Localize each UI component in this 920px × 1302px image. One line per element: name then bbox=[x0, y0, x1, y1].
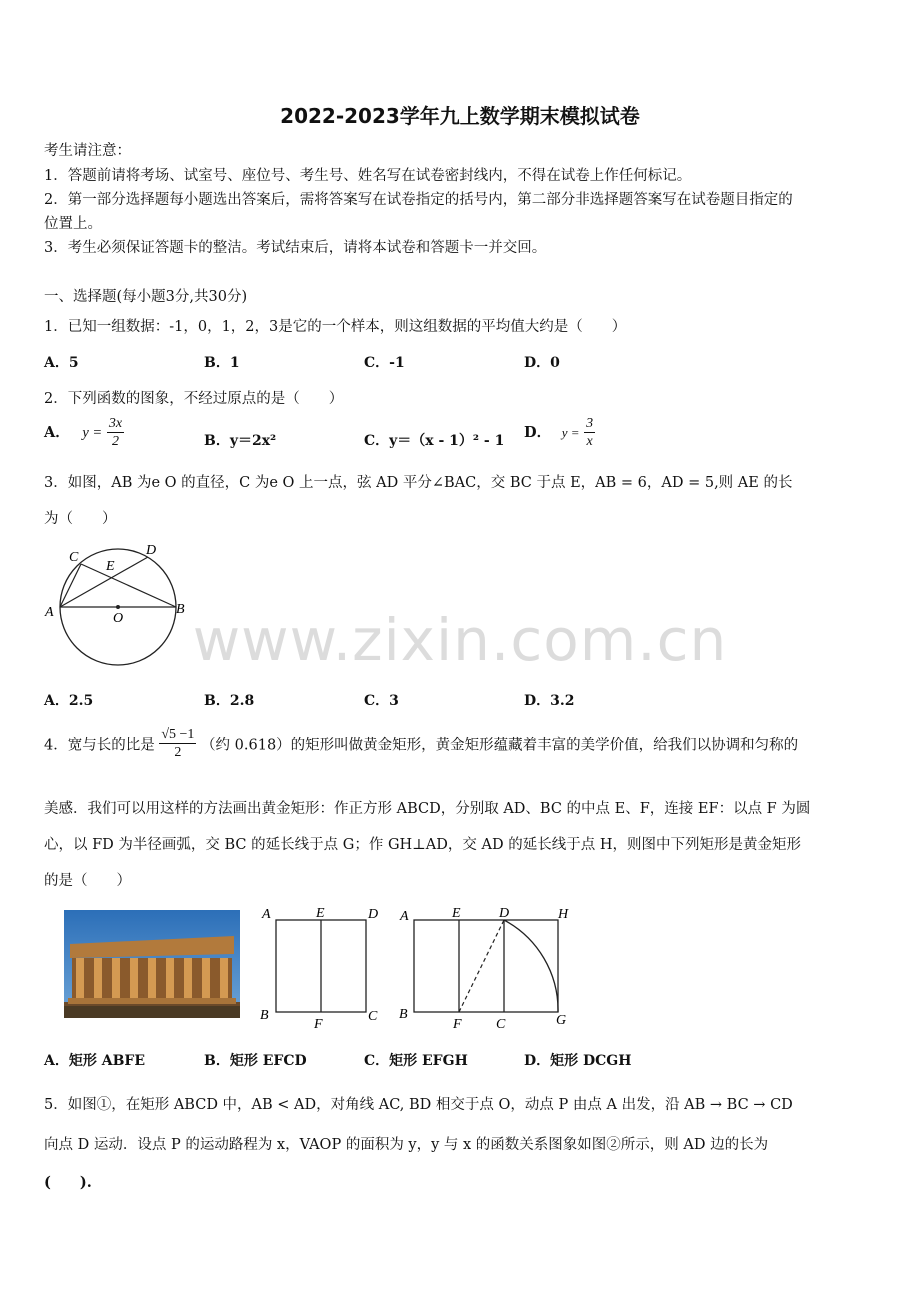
q3-option-a: A．2.5 bbox=[44, 693, 94, 709]
q1-option-a: A．5 bbox=[44, 355, 79, 371]
label-d: D bbox=[499, 906, 510, 921]
question-1-stem: 1．已知一组数据：-1，0，1，2，3是它的一个样本，则这组数据的平均值大约是（ ） bbox=[44, 319, 627, 335]
q2-option-a-label: A． bbox=[44, 424, 70, 441]
q2-option-c: C．y＝（x - 1）² - 1 bbox=[364, 433, 505, 449]
notice-item: 位置上。 bbox=[44, 216, 102, 232]
label-d: D bbox=[146, 543, 157, 558]
golden-ratio-fraction bbox=[159, 728, 196, 760]
q4-option-a: A．矩形 ABFE bbox=[44, 1053, 146, 1069]
label-c: C bbox=[496, 1017, 506, 1032]
q3-option-b: B．2.8 bbox=[204, 693, 255, 709]
label-a: A bbox=[262, 907, 271, 922]
notice-item: 2．第一部分选择题每小题选出答案后，需将答案写在试卷指定的括号内，第二部分非选择题答案写在试卷题目指定的 bbox=[44, 192, 793, 208]
q1-option-d: D．0 bbox=[524, 355, 560, 371]
notice-heading: 考生请注意： bbox=[44, 143, 131, 159]
fraction-denominator: 2 bbox=[174, 745, 182, 760]
label-f: F bbox=[453, 1017, 462, 1032]
question-3-stem-cont: 为（ ） bbox=[44, 511, 117, 527]
label-b: B bbox=[260, 1008, 269, 1023]
q2-option-a-lhs: y = bbox=[82, 425, 103, 441]
label-b: B bbox=[176, 602, 185, 617]
q3-option-d: D．3.2 bbox=[524, 693, 575, 709]
q1-option-c: C．-1 bbox=[364, 355, 405, 371]
question-4-stem-cont: 心，以 FD 为半径画弧，交 BC 的延长线于点 G；作 GH⊥AD，交 AD 的延长线于点 H，则图中下列矩形是黄金矩形 bbox=[44, 837, 801, 853]
label-f: F bbox=[314, 1017, 323, 1032]
question-2-stem: 2．下列函数的图象，不经过原点的是（ ） bbox=[44, 391, 344, 407]
square-figure bbox=[256, 900, 386, 1032]
label-h: H bbox=[558, 907, 569, 922]
label-e: E bbox=[316, 906, 325, 921]
q2-option-d bbox=[524, 417, 595, 449]
notice-item: 1．答题前请将考场、试室号、座位号、考生号、姓名写在试卷密封线内，不得在试卷上作任何标记。 bbox=[44, 168, 692, 184]
q4-option-c: C．矩形 EFGH bbox=[364, 1053, 468, 1069]
q4-option-d: D．矩形 DCGH bbox=[524, 1053, 632, 1069]
label-e: E bbox=[452, 906, 461, 921]
fraction-denominator: 2 bbox=[111, 434, 119, 449]
notice-item: 3．考生必须保证答题卡的整洁。考试结束后，请将本试卷和答题卡一并交回。 bbox=[44, 240, 547, 256]
fraction-numerator: 3x bbox=[108, 416, 123, 431]
q2-option-d-fraction bbox=[584, 417, 595, 449]
question-5-stem-cont: 向点 D 运动．设点 P 的运动路程为 x，VAOP 的面积为 y，y 与 x 的函数关系图象如图②所示，则 AD 边的长为 bbox=[44, 1137, 769, 1153]
fraction-denominator: x bbox=[586, 434, 593, 449]
q4-option-b: B．矩形 EFCD bbox=[204, 1053, 307, 1069]
label-c: C bbox=[69, 550, 79, 565]
q3-option-c: C．3 bbox=[364, 693, 399, 709]
page-title: 2022-2023学年九上数学期末模拟试卷 bbox=[280, 104, 640, 128]
golden-rectangle-figure bbox=[396, 900, 586, 1032]
label-e: E bbox=[106, 559, 115, 574]
question-5-stem: 5．如图①，在矩形 ABCD 中，AB < AD，对角线 AC, BD 相交于点 O，动点 P 由点 A 出发，沿 AB → BC → CD bbox=[44, 1097, 793, 1113]
question-4-stem-cont: 的是（ ） bbox=[44, 873, 131, 889]
question-4-stem-cont: 美感．我们可以用这样的方法画出黄金矩形：作正方形 ABCD，分别取 AD、BC 的中点 E、F，连接 EF：以点 F 为圆 bbox=[44, 801, 811, 817]
watermark: www.zixin.com.cn bbox=[192, 606, 728, 674]
fraction-numerator: √5 −1 bbox=[161, 727, 195, 742]
label-o: O bbox=[113, 611, 124, 626]
question-3-stem: 3．如图，AB 为e O 的直径，C 为e O 上一点，弦 AD 平分∠BAC，交 BC 于点 E，AB = 6，AD = 5,则 AE 的长 bbox=[44, 475, 793, 491]
label-d: D bbox=[368, 907, 379, 922]
question-5-stem-cont: ( ). bbox=[44, 1174, 92, 1191]
q2-option-a-fraction bbox=[107, 417, 124, 449]
q1-option-b: B．1 bbox=[204, 355, 240, 371]
q4-prefix: 4．宽与长的比是 bbox=[44, 737, 155, 754]
q2-option-d-label: D． bbox=[524, 424, 552, 441]
label-a: A bbox=[400, 909, 409, 924]
q2-option-a bbox=[44, 417, 124, 449]
label-c: C bbox=[368, 1009, 378, 1024]
q4-suffix: （约 0.618）的矩形叫做黄金矩形，黄金矩形蕴藏着丰富的美学价值，给我们以协调和匀称的 bbox=[201, 737, 799, 754]
label-g: G bbox=[556, 1013, 567, 1028]
parthenon-photo bbox=[64, 910, 240, 1018]
label-b: B bbox=[399, 1007, 408, 1022]
fraction-numerator: 3 bbox=[586, 416, 594, 431]
q2-option-b: B．y＝2x² bbox=[204, 433, 277, 449]
q2-option-d-lhs: y = bbox=[561, 425, 580, 440]
label-a: A bbox=[45, 605, 54, 620]
question-4-stem bbox=[44, 728, 798, 760]
section-heading: 一、选择题(每小题3分,共30分) bbox=[44, 289, 248, 305]
